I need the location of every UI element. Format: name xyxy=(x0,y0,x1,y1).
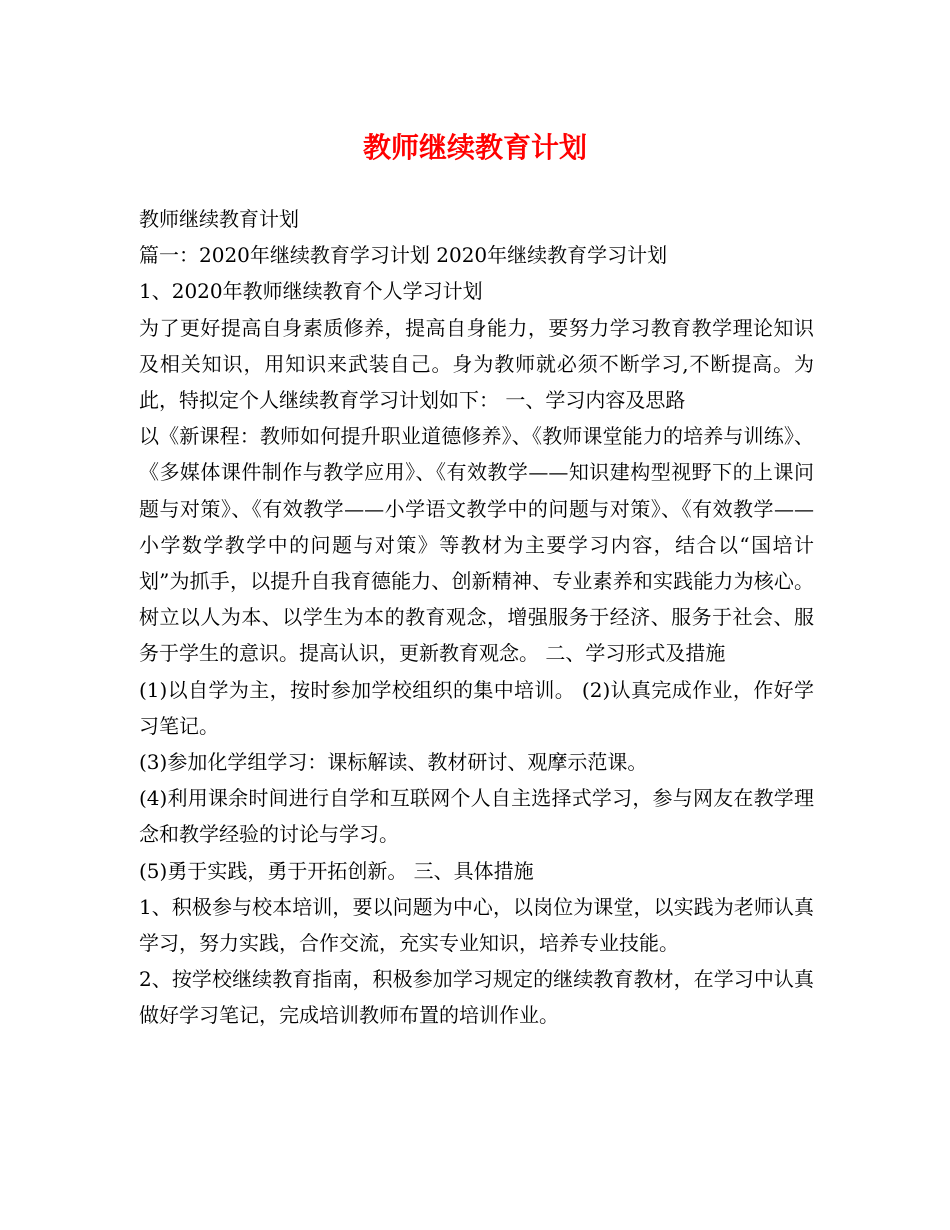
document-body xyxy=(139,201,814,1034)
paragraph: 以《新课程：教师如何提升职业道德修养》、《教师课堂能力的培养与训练》、《多媒体课件制作与教学应用》、《有效教学——知识建构型视野下的上课问题与对策》、《有效教学——小学语文教学中的问题与对策》、《有效教学——小学数学教学中的问题与对策》等教材为主要学习内容，结合以“国培计划”为抓手，以提升自我育德能力、创新精神、专业素养和实践能力为核心。树立以人为本、以学生为本的教育观念，增强服务于经济、服务于社会、服务于学生的意识。提高认识，更新教育观念。 二、学习形式及措施 xyxy=(139,424,814,666)
paragraph: 1、2020年教师继续教育个人学习计划 xyxy=(139,279,483,304)
paragraph: (1)以自学为主，按时参加学校组织的集中培训。 (2)认真完成作业，作好学习笔记。 xyxy=(139,677,814,738)
paragraph: 1、积极参与校本培训，要以问题为中心，以岗位为课堂，以实践为老师认真学习，努力实践，合作交流，充实专业知识，培养专业技能。 xyxy=(139,894,814,956)
paragraph: (5)勇于实践，勇于开拓创新。 三、具体措施 xyxy=(139,858,534,883)
paragraph: 教师继续教育计划 xyxy=(139,207,299,231)
paragraph: (4)利用课余时间进行自学和互联网个人自主选择式学习，参与网友在教学理念和教学经验的讨论与学习。 xyxy=(139,786,814,847)
paragraph: 为了更好提高自身素质修养，提高自身能力，要努力学习教育教学理论知识及相关知识，用知识来武装自己。身为教师就必须不断学习,不断提高。为此，特拟定个人继续教育学习计划如下： 一、学习内容及思路 xyxy=(139,315,814,413)
paragraph: (3)参加化学组学习：课标解读、教材研讨、观摩示范课。 xyxy=(139,750,648,775)
document-title: 教师继续教育计划 xyxy=(362,131,587,164)
paragraph: 篇一：2020年继续教育学习计划 2020年继续教育学习计划 xyxy=(139,243,668,268)
paragraph: 2、按学校继续教育指南，积极参加学习规定的继续教育教材，在学习中认真做好学习笔记，完成培训教师布置的培训作业。 xyxy=(139,967,814,1028)
